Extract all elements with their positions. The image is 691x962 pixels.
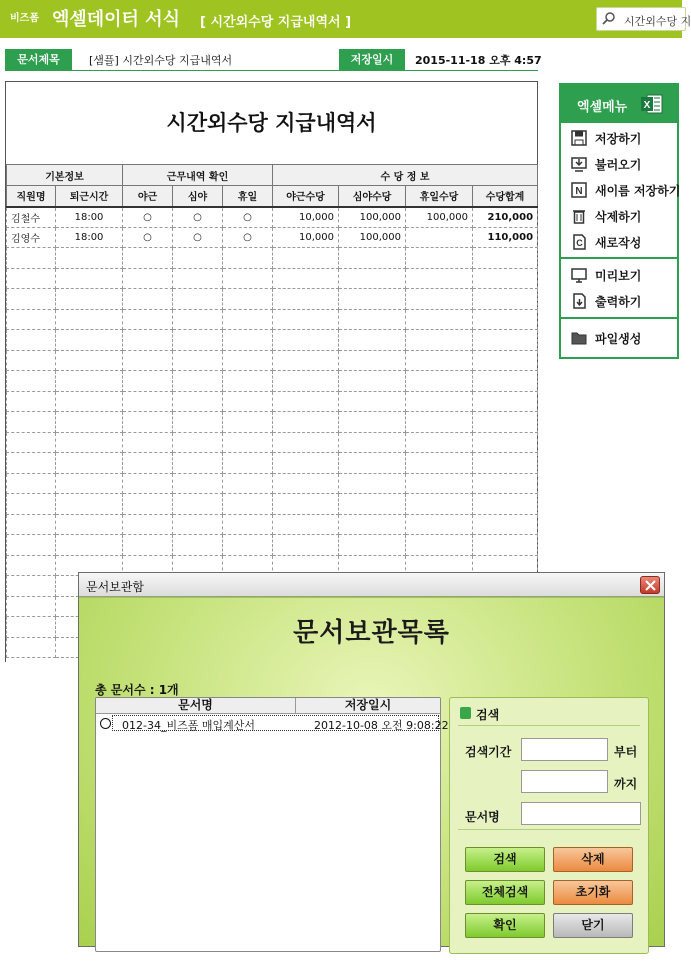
table-cell[interactable]: [56, 330, 123, 351]
table-cell[interactable]: [123, 473, 173, 494]
table-cell[interactable]: [223, 535, 273, 556]
table-cell[interactable]: [123, 309, 173, 330]
brand-logo-main: 엑셀데이터 서식: [52, 9, 180, 30]
table-cell[interactable]: [406, 412, 473, 433]
table-cell[interactable]: [339, 432, 406, 453]
list-header-name[interactable]: 문서명: [96, 698, 296, 714]
table-row: [7, 432, 538, 453]
table-cell[interactable]: [56, 289, 123, 310]
table-cell[interactable]: 10,000: [273, 227, 339, 248]
table-cell[interactable]: [473, 391, 538, 412]
table-cell[interactable]: [339, 453, 406, 474]
table-cell[interactable]: [7, 289, 56, 310]
table-cell[interactable]: [123, 412, 173, 433]
menu-item-create-file[interactable]: [561, 325, 677, 351]
table-cell[interactable]: [7, 535, 56, 556]
table-cell[interactable]: [123, 289, 173, 310]
table-cell[interactable]: [273, 535, 339, 556]
table-cell[interactable]: [223, 453, 273, 474]
menu-item-label: 출력하기: [595, 295, 642, 309]
column-header: 수당합계: [473, 186, 538, 207]
table-cell[interactable]: [406, 227, 473, 248]
table-cell[interactable]: [406, 248, 473, 269]
svg-text:N: N: [575, 186, 583, 197]
table-row: [7, 371, 538, 392]
table-cell[interactable]: ○: [223, 207, 273, 228]
table-row: [7, 412, 538, 433]
document-archive-dialog: [78, 572, 665, 947]
table-cell[interactable]: [173, 289, 223, 310]
table-cell[interactable]: [473, 432, 538, 453]
table-row: [7, 268, 538, 289]
table-cell[interactable]: [7, 268, 56, 289]
from-label: 부터: [614, 745, 638, 759]
table-cell[interactable]: [473, 473, 538, 494]
table-cell[interactable]: [7, 473, 56, 494]
column-header: 휴일: [223, 186, 273, 207]
table-cell[interactable]: [7, 248, 56, 269]
table-row: [7, 514, 538, 535]
table-cell[interactable]: [223, 514, 273, 535]
search-panel-divider: [458, 725, 640, 726]
table-cell[interactable]: [56, 494, 123, 515]
document-list[interactable]: [95, 697, 449, 952]
table-cell[interactable]: [173, 330, 223, 351]
folder-icon: [571, 330, 587, 346]
table-cell[interactable]: [273, 432, 339, 453]
table-cell[interactable]: [173, 371, 223, 392]
menu-divider: [561, 317, 677, 319]
menu-item-new[interactable]: [561, 229, 677, 255]
table-cell[interactable]: ○: [123, 207, 173, 228]
column-header: 심야: [173, 186, 223, 207]
table-cell[interactable]: [7, 596, 56, 617]
table-cell[interactable]: 김영수: [7, 227, 56, 248]
table-cell[interactable]: ○: [123, 227, 173, 248]
table-cell[interactable]: [473, 535, 538, 556]
table-cell[interactable]: [123, 268, 173, 289]
menu-item-load[interactable]: [561, 151, 677, 177]
table-cell[interactable]: [56, 268, 123, 289]
table-cell[interactable]: [7, 555, 56, 576]
row-select-radio[interactable]: [100, 718, 111, 729]
table-cell[interactable]: [123, 535, 173, 556]
table-cell[interactable]: [123, 350, 173, 371]
table-row: [7, 350, 538, 371]
table-cell[interactable]: [223, 268, 273, 289]
table-cell[interactable]: [7, 514, 56, 535]
table-cell[interactable]: [123, 248, 173, 269]
table-cell[interactable]: [7, 637, 56, 658]
table-cell[interactable]: [223, 494, 273, 515]
dialog-body: [79, 598, 664, 946]
table-cell[interactable]: [273, 371, 339, 392]
table-cell[interactable]: [273, 350, 339, 371]
menu-item-save-as[interactable]: [561, 177, 681, 203]
table-row: [7, 494, 538, 515]
table-cell[interactable]: [223, 432, 273, 453]
table-cell[interactable]: [406, 514, 473, 535]
saved-date-label: 저장일시: [339, 49, 405, 70]
table-cell[interactable]: [7, 309, 56, 330]
table-cell[interactable]: [123, 330, 173, 351]
to-label: 까지: [614, 777, 638, 791]
table-row: [7, 535, 538, 556]
table-row: [7, 473, 538, 494]
table-cell[interactable]: [473, 371, 538, 392]
table-cell[interactable]: [339, 289, 406, 310]
search-panel-divider: [458, 829, 640, 830]
table-cell[interactable]: [473, 453, 538, 474]
table-cell[interactable]: [406, 371, 473, 392]
table-cell[interactable]: [173, 453, 223, 474]
confirm-button[interactable]: 확인: [465, 913, 545, 938]
table-cell[interactable]: [339, 412, 406, 433]
table-cell[interactable]: [223, 350, 273, 371]
saved-date-value: 2015-11-18 오후 4:57: [415, 54, 542, 67]
column-header: 휴일수당: [406, 186, 473, 207]
table-cell[interactable]: [273, 453, 339, 474]
trash-icon: [571, 208, 587, 224]
table-cell[interactable]: [339, 391, 406, 412]
table-cell[interactable]: [473, 514, 538, 535]
close-icon: [645, 580, 656, 591]
table-cell[interactable]: [473, 494, 538, 515]
table-cell[interactable]: [123, 371, 173, 392]
table-row: [7, 289, 538, 310]
table-cell[interactable]: ○: [173, 227, 223, 248]
table-cell[interactable]: [406, 453, 473, 474]
table-cell[interactable]: [273, 494, 339, 515]
menu-item-label: 새로작성: [595, 236, 642, 250]
table-cell[interactable]: [56, 350, 123, 371]
top-header-bar: [0, 0, 691, 38]
table-cell[interactable]: [56, 391, 123, 412]
table-cell[interactable]: [223, 473, 273, 494]
table-cell[interactable]: [406, 289, 473, 310]
menu-item-label: 불러오기: [595, 158, 642, 172]
table-cell[interactable]: [339, 535, 406, 556]
excel-icon: [641, 94, 663, 114]
table-row: [7, 248, 538, 269]
table-cell[interactable]: [7, 576, 56, 597]
table-cell[interactable]: [273, 391, 339, 412]
search-icon[interactable]: [602, 12, 615, 25]
table-cell[interactable]: 10,000: [273, 207, 339, 228]
table-cell[interactable]: [173, 412, 223, 433]
table-cell[interactable]: [7, 330, 56, 351]
table-cell[interactable]: [339, 350, 406, 371]
table-cell[interactable]: [339, 473, 406, 494]
table-cell[interactable]: [7, 350, 56, 371]
table-cell[interactable]: [473, 309, 538, 330]
print-icon: [571, 293, 587, 309]
period-to-input[interactable]: [521, 770, 608, 793]
table-cell[interactable]: [56, 412, 123, 433]
period-from-input[interactable]: [521, 738, 608, 761]
table-cell[interactable]: [7, 453, 56, 474]
search-panel: [449, 697, 649, 954]
table-cell[interactable]: [173, 309, 223, 330]
excel-menu-header: [561, 85, 677, 123]
close-button[interactable]: 닫기: [553, 913, 633, 938]
dialog-title: 문서보관함: [86, 580, 144, 594]
table-cell[interactable]: [56, 432, 123, 453]
menu-divider: [561, 257, 677, 259]
table-row: [7, 227, 538, 248]
table-cell[interactable]: [56, 535, 123, 556]
menu-item-label: 저장하기: [595, 132, 642, 146]
table-cell[interactable]: [7, 412, 56, 433]
table-cell[interactable]: [406, 309, 473, 330]
column-header: 야근: [123, 186, 173, 207]
table-cell[interactable]: [473, 268, 538, 289]
column-header: 야근수당: [273, 186, 339, 207]
table-cell[interactable]: [7, 371, 56, 392]
table-cell[interactable]: [273, 268, 339, 289]
search-input-value: 시간외수당 지: [624, 15, 691, 28]
download-icon: [571, 156, 587, 172]
table-cell[interactable]: [56, 309, 123, 330]
search-panel-title: 검색: [476, 708, 500, 722]
dialog-close-button[interactable]: [640, 576, 660, 594]
table-cell[interactable]: [173, 268, 223, 289]
excel-menu: [559, 83, 679, 359]
save-as-icon: [571, 182, 587, 198]
column-header: 직원명: [7, 186, 56, 207]
table-cell[interactable]: 110,000: [473, 227, 538, 248]
table-cell[interactable]: [273, 309, 339, 330]
table-cell[interactable]: [173, 494, 223, 515]
table-cell[interactable]: [273, 248, 339, 269]
table-cell[interactable]: [123, 453, 173, 474]
table-cell[interactable]: [223, 309, 273, 330]
page-subtitle: [ 시간외수당 지급내역서 ]: [200, 15, 352, 30]
svg-text:C: C: [576, 238, 583, 248]
table-row: [7, 453, 538, 474]
table-cell[interactable]: [339, 514, 406, 535]
table-row: [7, 330, 538, 351]
table-cell[interactable]: [223, 391, 273, 412]
doc-name-input[interactable]: [521, 802, 641, 825]
table-cell[interactable]: [7, 432, 56, 453]
svg-text:X: X: [643, 100, 651, 111]
table-cell[interactable]: [123, 391, 173, 412]
table-cell[interactable]: [7, 494, 56, 515]
table-cell[interactable]: [173, 391, 223, 412]
table-cell[interactable]: [173, 432, 223, 453]
table-cell[interactable]: [173, 514, 223, 535]
table-cell[interactable]: 100,000: [339, 207, 406, 228]
new-document-icon: [571, 234, 587, 250]
table-cell[interactable]: [339, 371, 406, 392]
table-cell[interactable]: [406, 473, 473, 494]
list-item-name: 012-34_비즈폼 매입계산서: [122, 719, 255, 732]
table-row: [7, 309, 538, 330]
search-all-button[interactable]: 전체검색: [465, 880, 545, 905]
menu-item-label: 파일생성: [595, 332, 642, 346]
group-header-basic: 기본정보: [7, 165, 123, 186]
brand-logo-small: 비즈폼: [10, 13, 39, 24]
table-cell[interactable]: 김철수: [7, 207, 56, 228]
table-cell[interactable]: [223, 412, 273, 433]
table-cell[interactable]: [473, 330, 538, 351]
column-header: 심야수당: [339, 186, 406, 207]
menu-item-preview[interactable]: [561, 262, 677, 288]
table-cell[interactable]: [56, 371, 123, 392]
menu-item-label: 새이름 저장하기: [595, 184, 681, 198]
table-cell[interactable]: [473, 412, 538, 433]
table-cell[interactable]: [406, 494, 473, 515]
reset-button[interactable]: 초기화: [553, 880, 633, 905]
table-cell[interactable]: [56, 248, 123, 269]
table-cell[interactable]: [406, 391, 473, 412]
sheet-title: 시간외수당 지급내역서: [166, 111, 377, 135]
table-cell[interactable]: [123, 432, 173, 453]
doc-title-label: 문서제목: [5, 49, 72, 70]
menu-item-label: 미리보기: [595, 269, 642, 283]
table-cell[interactable]: 18:00: [56, 227, 123, 248]
table-row: [7, 391, 538, 412]
table-cell[interactable]: [339, 330, 406, 351]
search-badge-icon: [460, 707, 471, 719]
table-cell[interactable]: 18:00: [56, 207, 123, 228]
dialog-titlebar[interactable]: [79, 573, 664, 597]
group-header-work: 근무내역 확인: [123, 165, 273, 186]
table-cell[interactable]: [273, 330, 339, 351]
table-cell[interactable]: [7, 391, 56, 412]
table-cell[interactable]: [273, 514, 339, 535]
column-header: 퇴근시간: [56, 186, 123, 207]
table-cell[interactable]: [223, 330, 273, 351]
menu-item-delete[interactable]: [561, 203, 677, 229]
info-divider: [5, 70, 538, 71]
doc-name-label: 문서명: [465, 810, 500, 824]
floppy-icon: [571, 130, 587, 146]
menu-item-label: 삭제하기: [595, 210, 642, 224]
menu-item-save[interactable]: [561, 125, 677, 151]
table-cell[interactable]: [273, 412, 339, 433]
table-cell[interactable]: [406, 268, 473, 289]
table-cell[interactable]: [173, 473, 223, 494]
table-cell[interactable]: [406, 432, 473, 453]
table-cell[interactable]: 100,000: [406, 207, 473, 228]
search-input[interactable]: [596, 7, 691, 31]
table-cell[interactable]: ○: [223, 227, 273, 248]
table-cell[interactable]: ○: [173, 207, 223, 228]
table-cell[interactable]: [56, 453, 123, 474]
table-cell[interactable]: [406, 350, 473, 371]
table-cell[interactable]: [56, 514, 123, 535]
table-cell[interactable]: [406, 330, 473, 351]
dialog-heading: 문서보관목록: [293, 618, 450, 648]
group-header-allowance: 수 당 정 보: [273, 165, 538, 186]
excel-menu-title: 엑셀메뉴: [577, 100, 628, 115]
menu-item-print[interactable]: [561, 288, 677, 314]
table-cell[interactable]: [273, 473, 339, 494]
table-cell[interactable]: [56, 473, 123, 494]
table-cell[interactable]: [473, 289, 538, 310]
table-cell[interactable]: [123, 514, 173, 535]
table-cell[interactable]: [173, 350, 223, 371]
table-cell[interactable]: [223, 371, 273, 392]
table-cell[interactable]: [273, 289, 339, 310]
list-item-date: 2012-10-08 오전 9:08:22: [314, 719, 449, 732]
list-header-date[interactable]: 저장일시: [296, 698, 440, 714]
table-cell[interactable]: [173, 535, 223, 556]
table-cell[interactable]: 100,000: [339, 227, 406, 248]
document-count: 총 문서수 : 1개: [95, 683, 179, 697]
search-button[interactable]: 검색: [465, 847, 545, 872]
preview-icon: [571, 267, 587, 283]
table-cell[interactable]: [406, 535, 473, 556]
table-cell[interactable]: [173, 248, 223, 269]
delete-button[interactable]: 삭제: [553, 847, 633, 872]
table-cell[interactable]: [223, 248, 273, 269]
table-cell[interactable]: [339, 309, 406, 330]
table-row: [7, 207, 538, 228]
table-cell[interactable]: [7, 617, 56, 638]
table-cell[interactable]: [473, 248, 538, 269]
table-cell[interactable]: [123, 494, 173, 515]
table-cell[interactable]: [339, 494, 406, 515]
table-cell[interactable]: [223, 289, 273, 310]
table-cell[interactable]: 210,000: [473, 207, 538, 228]
period-label: 검색기간: [465, 745, 512, 759]
table-cell[interactable]: [339, 268, 406, 289]
doc-title-value: [샘플] 시간외수당 지급내역서: [89, 54, 233, 67]
table-cell[interactable]: [473, 350, 538, 371]
table-cell[interactable]: [339, 248, 406, 269]
